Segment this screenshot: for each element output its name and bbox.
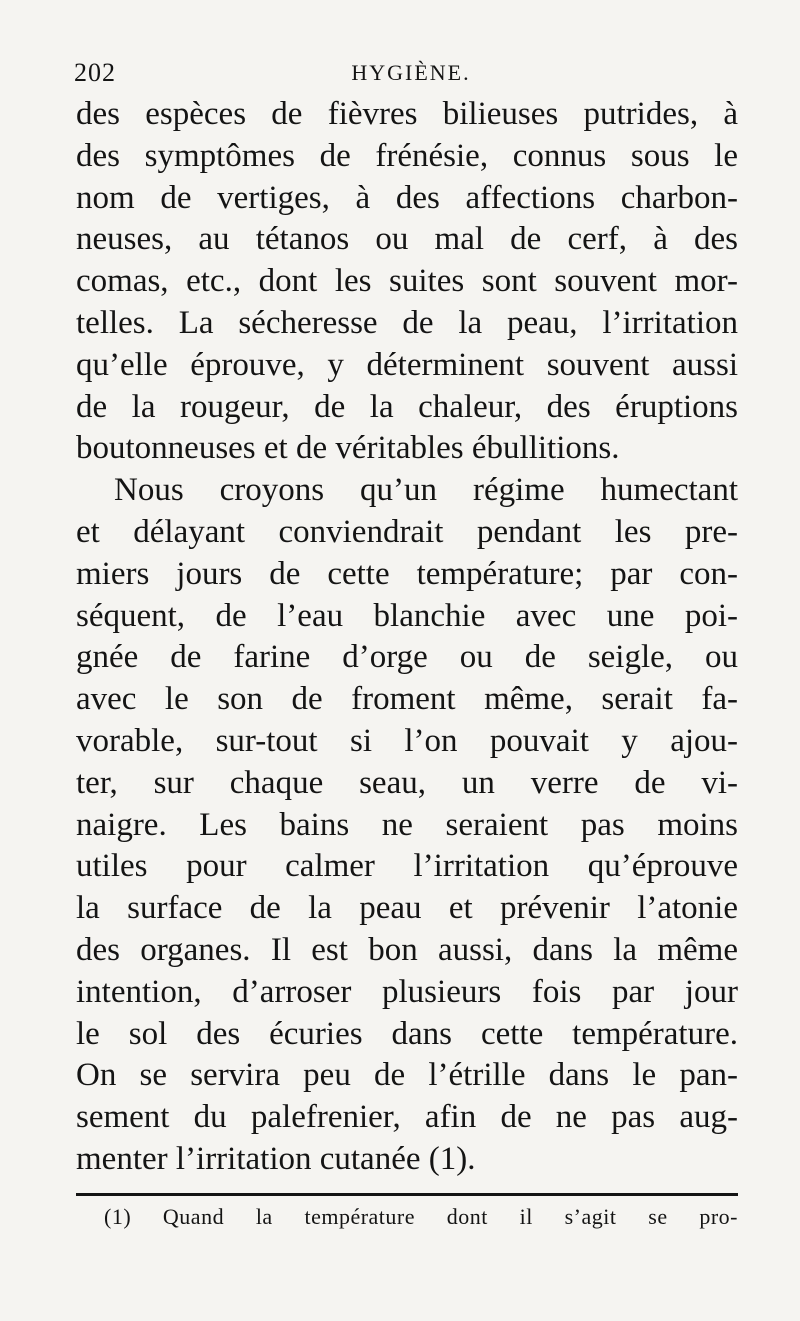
text-line: utiles pour calmer l’irritation qu’éprouve — [76, 848, 738, 885]
running-head: HYGIÈNE. — [351, 60, 471, 85]
text-line: On se servira peu de l’étrille dans le pan- — [76, 1057, 738, 1094]
text-line: naigre. Les bains ne seraient pas moins — [76, 806, 738, 843]
text-line: neuses, au tétanos ou mal de cerf, à des — [76, 221, 738, 258]
footnote: (1) Quand la température dont il s’agit se pro- — [104, 1204, 738, 1229]
text-line: la surface de la peau et prévenir l’atonie — [76, 890, 738, 927]
text-line: séquent, de l’eau blanchie avec une poi- — [76, 597, 738, 634]
text-line: ter, sur chaque seau, un verre de vi- — [76, 764, 738, 801]
text-line: sement du palefrenier, afin de ne pas aug- — [76, 1099, 738, 1136]
text-line: avec le son de froment même, serait fa- — [76, 681, 738, 718]
text-line: nom de vertiges, à des affections charbon- — [76, 179, 738, 216]
text-line: le sol des écuries dans cette température. — [76, 1015, 738, 1052]
text-line: qu’elle éprouve, y déterminent souvent aussi — [76, 346, 738, 383]
text-line: de la rougeur, de la chaleur, des éruptions — [76, 388, 738, 425]
text-line: telles. La sécheresse de la peau, l’irritation — [76, 304, 738, 341]
text-line: des symptômes de frénésie, connus sous le — [76, 137, 738, 174]
body-text — [76, 94, 738, 1181]
text-line: des espèces de fièvres bilieuses putrides, à — [76, 96, 738, 132]
text-line: et délayant conviendrait pendant les pre- — [76, 513, 738, 550]
text-line: boutonneuses et de véritables ébullitions. — [76, 430, 620, 467]
text-line: des organes. Il est bon aussi, dans la même — [76, 931, 738, 968]
page-number: 202 — [74, 58, 116, 87]
text-line: miers jours de cette température; par con- — [76, 555, 738, 592]
text-line: Nous croyons qu’un régime humectant — [114, 472, 738, 509]
text-line: menter l’irritation cutanée (1). — [76, 1140, 476, 1177]
text-line: gnée de farine d’orge ou de seigle, ou — [76, 639, 738, 676]
text-line: vorable, sur-tout si l’on pouvait y ajou- — [76, 722, 738, 759]
text-line: intention, d’arroser plusieurs fois par jour — [76, 973, 738, 1010]
page-header — [74, 58, 738, 88]
footnote-rule — [76, 1193, 738, 1196]
text-line: comas, etc., dont les suites sont souvent mor- — [76, 263, 738, 300]
